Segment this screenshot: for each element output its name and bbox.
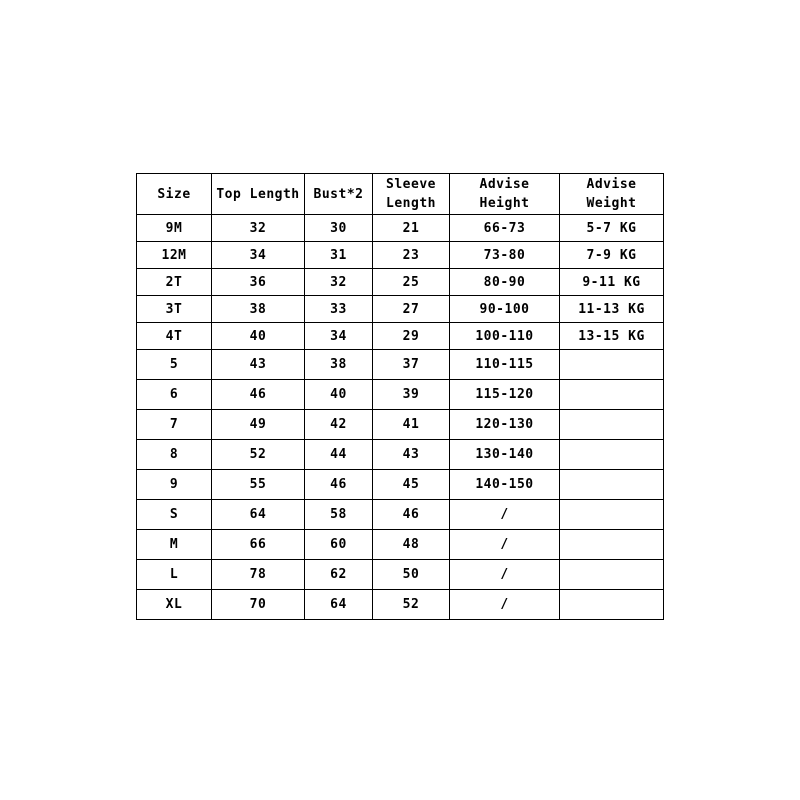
size-chart-table: [136, 173, 664, 620]
cell-advise-weight: [560, 350, 664, 380]
cell-size: 8: [137, 440, 212, 470]
table-row: [137, 440, 664, 470]
cell-bust: 58: [305, 500, 373, 530]
cell-advise-weight: [560, 530, 664, 560]
table-row: [137, 242, 664, 269]
cell-advise-weight: [560, 590, 664, 620]
table-row: [137, 323, 664, 350]
cell-size: 5: [137, 350, 212, 380]
cell-bust: 34: [305, 323, 373, 350]
cell-advise-weight: [560, 380, 664, 410]
cell-advise-weight: 9-11 KG: [560, 269, 664, 296]
cell-advise-weight: 11-13 KG: [560, 296, 664, 323]
cell-bust: 46: [305, 470, 373, 500]
cell-sleeve-length: 39: [373, 380, 450, 410]
cell-size: 9M: [137, 215, 212, 242]
cell-top-length: 78: [212, 560, 305, 590]
cell-advise-height: 120-130: [450, 410, 560, 440]
cell-size: 2T: [137, 269, 212, 296]
table-header: [137, 174, 664, 215]
cell-size: 12M: [137, 242, 212, 269]
header-size: Size: [137, 174, 212, 215]
cell-bust: 33: [305, 296, 373, 323]
cell-advise-height: 130-140: [450, 440, 560, 470]
table-row: [137, 470, 664, 500]
cell-bust: 62: [305, 560, 373, 590]
header-sleeve-length: Sleeve Length: [373, 174, 450, 215]
cell-advise-height: 100-110: [450, 323, 560, 350]
cell-sleeve-length: 37: [373, 350, 450, 380]
cell-top-length: 36: [212, 269, 305, 296]
cell-advise-weight: [560, 440, 664, 470]
cell-sleeve-length: 25: [373, 269, 450, 296]
header-advise-height: Advise Height: [450, 174, 560, 215]
cell-advise-height: /: [450, 560, 560, 590]
cell-bust: 44: [305, 440, 373, 470]
cell-sleeve-length: 45: [373, 470, 450, 500]
cell-advise-height: 115-120: [450, 380, 560, 410]
cell-size: 7: [137, 410, 212, 440]
cell-size: 4T: [137, 323, 212, 350]
table-row: [137, 350, 664, 380]
cell-sleeve-length: 43: [373, 440, 450, 470]
cell-top-length: 49: [212, 410, 305, 440]
cell-advise-height: 110-115: [450, 350, 560, 380]
cell-advise-height: /: [450, 590, 560, 620]
cell-top-length: 66: [212, 530, 305, 560]
cell-sleeve-length: 50: [373, 560, 450, 590]
cell-size: M: [137, 530, 212, 560]
cell-size: 3T: [137, 296, 212, 323]
cell-advise-height: /: [450, 530, 560, 560]
cell-advise-weight: [560, 470, 664, 500]
cell-advise-weight: 5-7 KG: [560, 215, 664, 242]
cell-size: XL: [137, 590, 212, 620]
cell-top-length: 40: [212, 323, 305, 350]
cell-advise-height: /: [450, 500, 560, 530]
cell-bust: 30: [305, 215, 373, 242]
cell-size: 9: [137, 470, 212, 500]
cell-bust: 32: [305, 269, 373, 296]
cell-bust: 38: [305, 350, 373, 380]
cell-top-length: 38: [212, 296, 305, 323]
header-top-length: Top Length: [212, 174, 305, 215]
cell-advise-height: 73-80: [450, 242, 560, 269]
cell-size: 6: [137, 380, 212, 410]
cell-advise-weight: [560, 410, 664, 440]
table-row: [137, 590, 664, 620]
cell-sleeve-length: 46: [373, 500, 450, 530]
cell-advise-height: 66-73: [450, 215, 560, 242]
cell-size: S: [137, 500, 212, 530]
cell-advise-height: 140-150: [450, 470, 560, 500]
cell-bust: 60: [305, 530, 373, 560]
cell-bust: 31: [305, 242, 373, 269]
cell-sleeve-length: 41: [373, 410, 450, 440]
cell-top-length: 43: [212, 350, 305, 380]
cell-top-length: 46: [212, 380, 305, 410]
cell-advise-weight: 13-15 KG: [560, 323, 664, 350]
cell-advise-weight: 7-9 KG: [560, 242, 664, 269]
table-row: [137, 530, 664, 560]
cell-advise-weight: [560, 560, 664, 590]
cell-sleeve-length: 21: [373, 215, 450, 242]
cell-bust: 64: [305, 590, 373, 620]
cell-advise-height: 80-90: [450, 269, 560, 296]
cell-advise-height: 90-100: [450, 296, 560, 323]
cell-top-length: 64: [212, 500, 305, 530]
cell-sleeve-length: 23: [373, 242, 450, 269]
table-row: [137, 215, 664, 242]
cell-sleeve-length: 29: [373, 323, 450, 350]
table-row: [137, 410, 664, 440]
cell-top-length: 55: [212, 470, 305, 500]
cell-bust: 42: [305, 410, 373, 440]
cell-sleeve-length: 48: [373, 530, 450, 560]
cell-top-length: 52: [212, 440, 305, 470]
cell-sleeve-length: 27: [373, 296, 450, 323]
table-row: [137, 560, 664, 590]
header-bust: Bust*2: [305, 174, 373, 215]
cell-top-length: 34: [212, 242, 305, 269]
table-row: [137, 380, 664, 410]
table-row: [137, 500, 664, 530]
cell-top-length: 70: [212, 590, 305, 620]
header-advise-weight: Advise Weight: [560, 174, 664, 215]
table-body: [137, 215, 664, 620]
header-row: [137, 174, 664, 215]
cell-advise-weight: [560, 500, 664, 530]
cell-bust: 40: [305, 380, 373, 410]
table-row: [137, 296, 664, 323]
cell-size: L: [137, 560, 212, 590]
cell-sleeve-length: 52: [373, 590, 450, 620]
table-row: [137, 269, 664, 296]
cell-top-length: 32: [212, 215, 305, 242]
